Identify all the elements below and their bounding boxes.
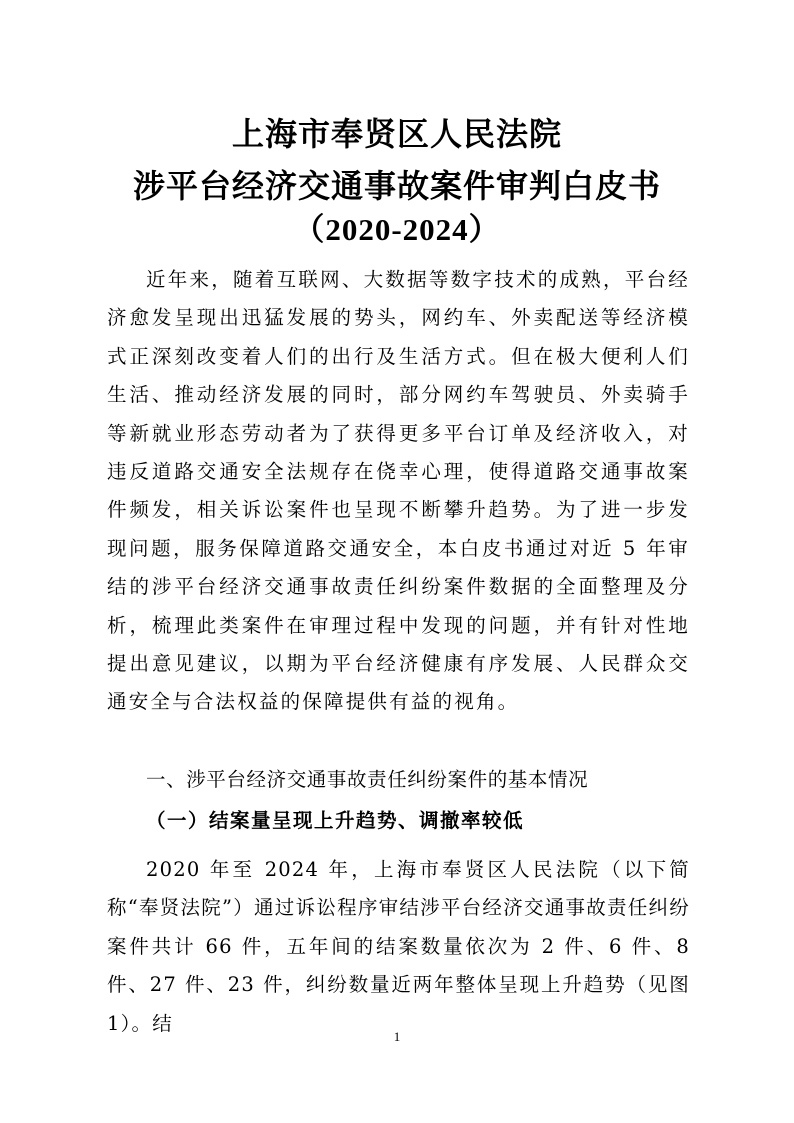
intro-paragraph: 近年来，随着互联网、大数据等数字技术的成熟，平台经济愈发呈现出迅猛发展的势头，网约车、外卖配送等经济模式正深刻改变着人们的出行及生活方式。但在极大便利人们生活、推动经济发展的同时，部分网约车驾驶员、外卖骑手等新就业形态劳动者为了获得更多平台订单及经济收入，对违反道路交通安全法规存在侥幸心理，使得道路交通事故案件频发，相关诉讼案件也呈现不断攀升趋势。为了进一步发现问题，服务保障道路交通安全，本白皮书通过对近 5 年审结的涉平台经济交通事故责任纠纷案件数据的全面整理及分析，梳理此类案件在审理过程中发现的问题，并有针对性地提出意见建议，以期为平台经济健康有序发展、人民群众交通安全与合法权益的保障提供有益的视角。 [107,268,690,714]
body-paragraph: 2020 年至 2024 年，上海市奉贤区人民法院（以下简称“奉贤法院”）通过诉讼程序审结涉平台经济交通事故责任纠纷案件共计 66 件，五年间的结案数量依次为 2 件、6 件、8 件、27 件、23 件，纠纷数量近两年整体呈现上升趋势（见图 1）。结 [107,858,690,1035]
subsection-heading: （一）结案量呈现上升趋势、调撤率较低 [146,809,525,832]
page-number: 1 [393,1029,401,1044]
section-heading: 一、涉平台经济交通事故责任纠纷案件的基本情况 [146,768,589,791]
court-name-title: 上海市奉贤区人民法院 [231,115,562,153]
year-range-title: （2020-2024） [293,212,501,247]
white-paper-title: 涉平台经济交通事故案件审判白皮书 [132,167,661,205]
